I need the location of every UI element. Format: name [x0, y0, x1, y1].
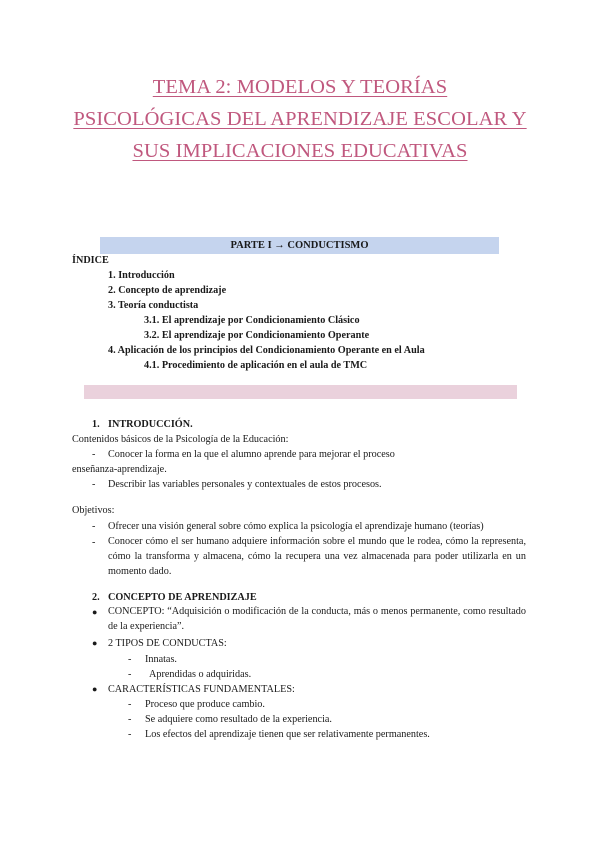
bullet-marker: ●	[92, 607, 98, 617]
content-item-continuation: enseñanza-aprendizaje.	[72, 464, 167, 475]
concept-definition: CONCEPTO: “Adquisición o modificación de la conducta, más o menos permanente, como resultado de la experiencia”.	[108, 606, 526, 632]
section2-number: 2.	[92, 592, 100, 603]
index-item: 4. Aplicación de los principios del Condicionamiento Operante en el Aula	[108, 345, 425, 356]
content-item: Conocer la forma en la que el alumno aprende para mejorar el proceso	[108, 449, 395, 460]
part-heading: PARTE I → CONDUCTISMO	[100, 237, 499, 254]
section-divider-band	[84, 385, 517, 399]
title-line-3: SUS IMPLICACIONES EDUCATIVAS	[132, 140, 468, 162]
index-item: 3.1. El aprendizaje por Condicionamiento Clásico	[144, 315, 360, 326]
dash-marker: -	[92, 479, 96, 490]
content-item: Describir las variables personales y contextuales de estos procesos.	[108, 479, 382, 490]
feature-item: Los efectos del aprendizaje tienen que ser relativamente permanentes.	[145, 729, 430, 740]
dash-marker: -	[92, 449, 96, 460]
dash-marker: -	[128, 699, 132, 710]
type-item: Aprendidas o adquiridas.	[149, 669, 252, 680]
title-line-1: TEMA 2: MODELOS Y TEORÍAS	[152, 76, 448, 98]
bullet-marker: ●	[92, 684, 98, 694]
feature-item: Proceso que produce cambio.	[145, 699, 265, 710]
objectives-label: Objetivos:	[72, 505, 115, 516]
dash-marker: -	[128, 714, 132, 725]
types-label: 2 TIPOS DE CONDUCTAS:	[108, 638, 227, 649]
dash-marker: -	[128, 669, 132, 680]
index-item: 4.1. Procedimiento de aplicación en el aula de TMC	[144, 360, 368, 371]
section2-heading: CONCEPTO DE APRENDIZAJE	[108, 592, 257, 603]
feature-item: Se adquiere como resultado de la experiencia.	[145, 714, 332, 725]
title-line-2: PSICOLÓGICAS DEL APRENDIZAJE ESCOLAR Y	[73, 108, 527, 130]
dash-marker: -	[128, 654, 132, 665]
section1-intro: Contenidos básicos de la Psicología de la Educación:	[72, 434, 289, 445]
type-item: Innatas.	[145, 654, 177, 665]
dash-marker: -	[92, 521, 96, 532]
bullet-marker: ●	[92, 638, 98, 648]
section1-heading: INTRODUCCIÓN.	[108, 419, 193, 430]
section1-number: 1.	[92, 419, 100, 430]
index-item: 1. Introducción	[108, 270, 175, 281]
dash-marker: -	[92, 537, 96, 548]
objective-item: Ofrecer una visión general sobre cómo explica la psicología el aprendizaje humano (teorías)	[108, 521, 484, 532]
index-item: 3. Teoría conductista	[108, 300, 199, 311]
features-label: CARACTERÍSTICAS FUNDAMENTALES:	[108, 684, 295, 695]
index-item: 3.2. El aprendizaje por Condicionamiento Operante	[144, 330, 370, 341]
index-item: 2. Concepto de aprendizaje	[108, 285, 227, 296]
index-heading: ÍNDICE	[72, 255, 109, 266]
dash-marker: -	[128, 729, 132, 740]
objective-item: Conocer cómo el ser humano adquiere información sobre el mundo que le rodea, cómo la representa, cómo la transforma y almacena, cómo la recupera una vez almacenada para poder utilizarla en un momento dado.	[108, 536, 526, 577]
